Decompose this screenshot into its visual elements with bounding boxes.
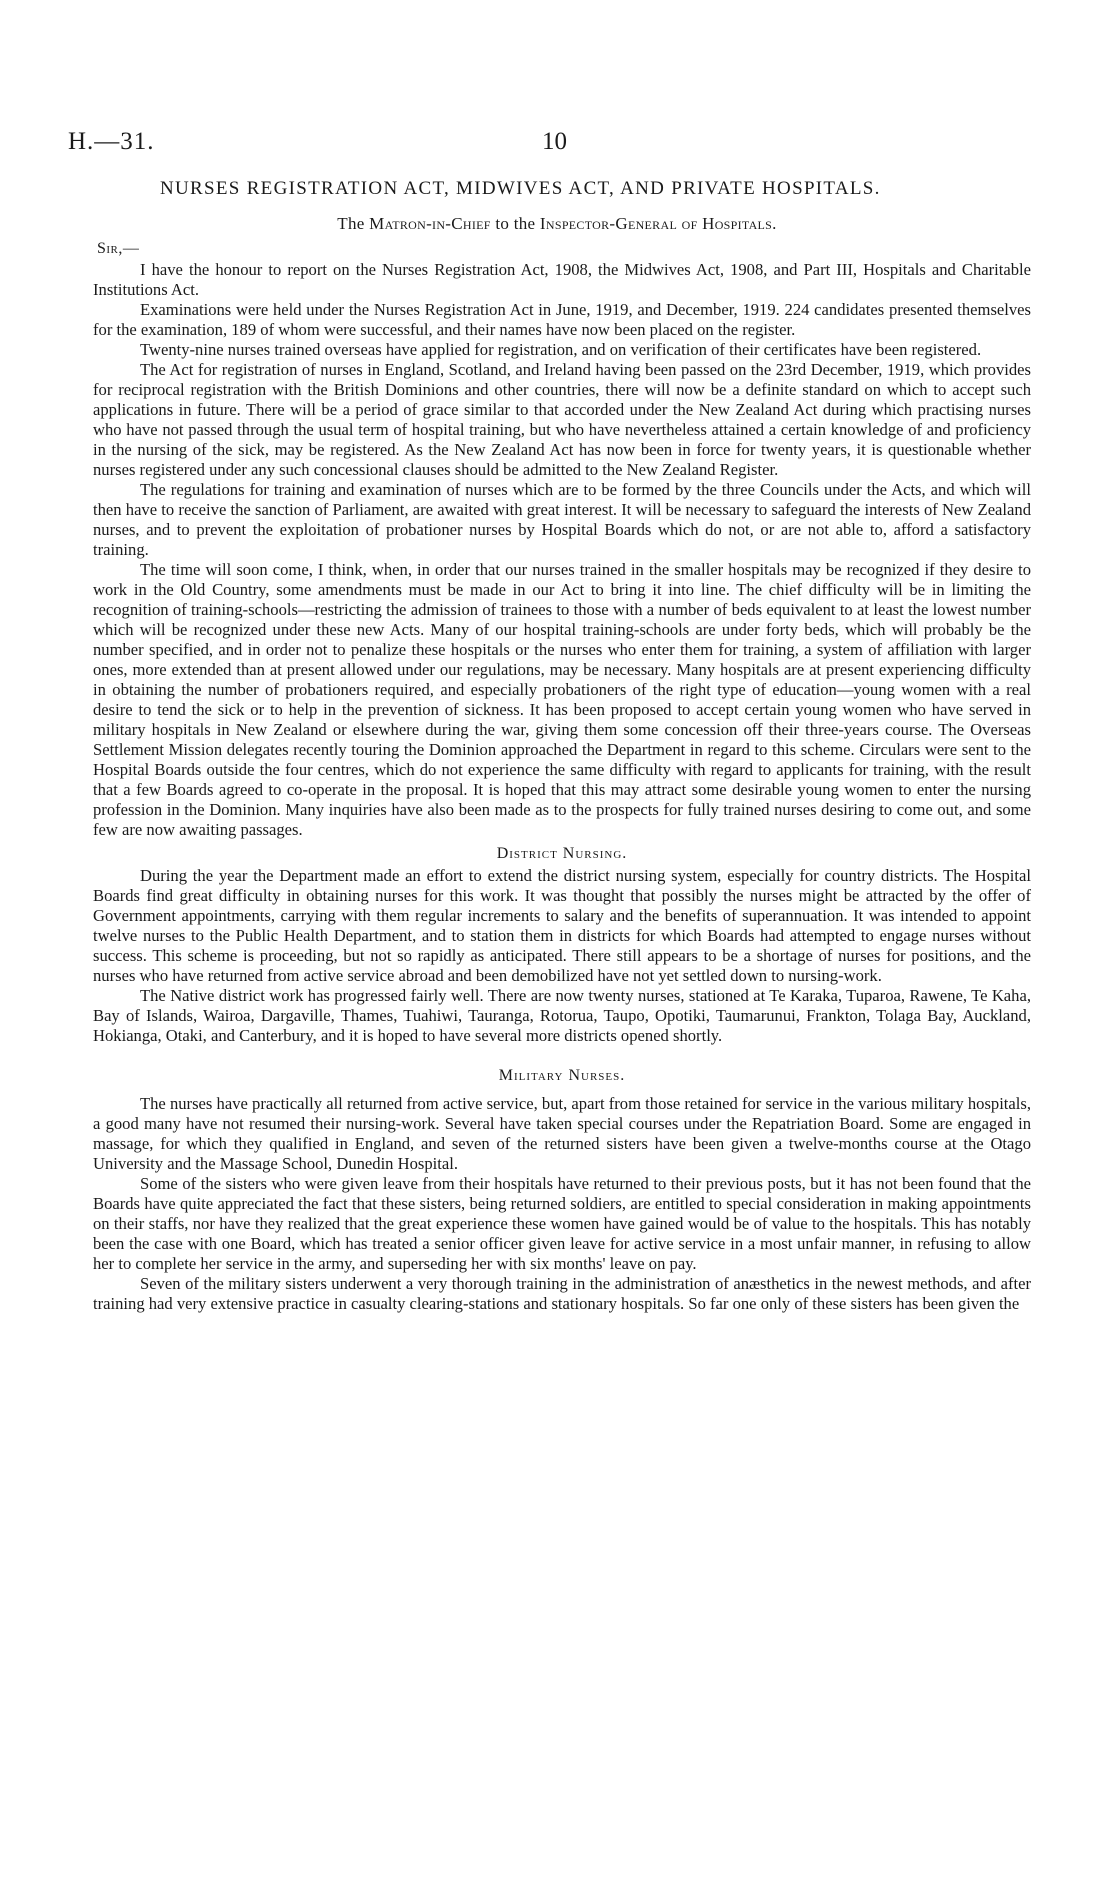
paragraph: The Native district work has progressed fairly well. There are now twenty nurses, stationed at Te Karaka, Tuparoa, Rawene, Te Kaha, Bay of Islands, Wairoa, Dargaville, Thames, Tuahiwi, Tauranga, Rotorua, Taupo, Opotiki, Taumarunui, Frankton, Tolaga Bay, Auckland, Hokianga, Otaki, and Canterbury, and it is hoped to have several more districts opened shortly. [93, 986, 1031, 1045]
subtitle-to: Inspector-General of Hospitals [539, 214, 773, 233]
paragraph: Seven of the military sisters underwent a very thorough training in the administration of anæsthetics in the newest methods, and after training had very extensive practice in casualty clearing-stations and stationary hospitals. So far one only of these sisters has been given the [93, 1274, 1031, 1313]
document-reference: H.—31. [68, 128, 155, 155]
paragraph: Some of the sisters who were given leave from their hospitals have returned to their previous posts, but it has not been found that the Boards have quite appreciated the fact that these sisters, being returned soldiers, are entitled to special consideration in making appointments on their staffs, nor have they realized that the great experience these women have gained would be of value to the hospitals. This has notably been the case with one Board, which has treated a senior officer given leave for active service in a most unfair manner, in refusing to allow her to complete her service in the army, and superseding her with six months' leave on pay. [93, 1174, 1031, 1273]
subtitle-suffix: . [772, 214, 777, 233]
paragraph: I have the honour to report on the Nurses Registration Act, 1908, the Midwives Act, 1908, and Part III, Hospitals and Charitable Institutions Act. [93, 260, 1031, 299]
paragraph: The Act for registration of nurses in England, Scotland, and Ireland having been passed on the 23rd December, 1919, which provides for reciprocal registration with the British Dominions and other countries, there will now be a definite standard on which to accept such applications in future. There will be a period of grace similar to that accorded under the New Zealand Act during which practising nurses who have not passed through the usual term of hospital training, but who have nevertheless attained a certain knowledge of and proficiency in the nursing of the sick, may be registered. As the New Zealand Act has now been in force for twenty years, it is questionable whether nurses registered under any such concessional clauses should be admitted to the New Zealand Register. [93, 360, 1031, 479]
section-heading-district-nursing: District Nursing. [496, 845, 628, 862]
salutation: Sir,— [97, 240, 140, 257]
section-heading-military-nurses: Military Nurses. [498, 1067, 626, 1084]
paragraph: Twenty-nine nurses trained overseas have applied for registration, and on verification of their certificates have been registered. [140, 340, 982, 359]
paragraph: The nurses have practically all returned from active service, but, apart from those retained for service in the various military hospitals, a good many have not resumed their nursing-work. Several have taken special courses under the Repatriation Board. Some are engaged in massage, for which they qualified in England, and seven of the returned sisters have been given a twelve-months course at the Otago University and the Massage School, Dunedin Hospital. [93, 1094, 1031, 1173]
subtitle-from: Matron-in-Chief [369, 214, 491, 233]
paragraph: During the year the Department made an effort to extend the district nursing system, especially for country districts. The Hospital Boards find great difficulty in obtaining nurses for this work. It was thought that possibly the nurses might be attracted by the offer of Government appointments, carrying with them regular increments to salary and the benefits of superannuation. It was intended to appoint twelve nurses to the Public Health Department, and to station them in districts for which Boards had attempted to engage nurses without success. This scheme is proceeding, but not so rapidly as anticipated. There still appears to be a shortage of nurses for positions, and the nurses who have returned from active service abroad and been demobilized have not yet settled down to nursing-work. [93, 866, 1031, 985]
page-number: 10 [542, 128, 567, 155]
subtitle-middle: to the [490, 214, 540, 233]
report-body [93, 260, 1031, 1314]
paragraph: The regulations for training and examination of nurses which are to be formed by the three Councils under the Acts, and which will then have to receive the sanction of Parliament, are awaited with great interest. It will be necessary to safeguard the interests of New Zealand nurses, and to prevent the exploitation of probationer nurses by Hospital Boards which do not, or are not able to, afford a satisfactory training. [93, 480, 1031, 559]
page-title: NURSES REGISTRATION ACT, MIDWIVES ACT, AND PRIVATE HOSPITALS. [160, 178, 881, 199]
report-subtitle [70, 214, 1044, 234]
paragraph: Examinations were held under the Nurses Registration Act in June, 1919, and December, 1919. 224 candidates presented themselves for the examination, 189 of whom were successful, and their names have now been placed on the register. [93, 300, 1031, 339]
subtitle-prefix: The [337, 214, 370, 233]
paragraph: The time will soon come, I think, when, in order that our nurses trained in the smaller hospitals may be recognized if they desire to work in the Old Country, some amendments must be made in our Act to bring it into line. The chief difficulty will be in limiting the recognition of training-schools—restricting the admission of trainees to those with a number of beds equivalent to at least the lowest number which will be recognized under these new Acts. Many of our hospital training-schools are under forty beds, which will probably be the number specified, and in order not to penalize these hospitals or the nurses who enter them for training, a system of affiliation with larger ones, more extended than at present allowed under our regulations, may be necessary. Many hospitals are at present experiencing difficulty in obtaining the number of probationers required, and especially probationers of the right type of education—young women with a real desire to tend the sick or to help in the prevention of sickness. It has been proposed to accept certain young women who have served in military hospitals in New Zealand or elsewhere during the war, giving them some concession off their three-years course. The Overseas Settlement Mission delegates recently touring the Dominion approached the Department in regard to this scheme. Circulars were sent to the Hospital Boards outside the four centres, which do not experience the same difficulty with regard to applicants for training, with the result that a few Boards agreed to co-operate in the proposal. It is hoped that this may attract some desirable young women to enter the nursing profession in the Dominion. Many inquiries have also been made as to the prospects for fully trained nurses desiring to come out, and some few are now awaiting passages. [93, 560, 1031, 839]
